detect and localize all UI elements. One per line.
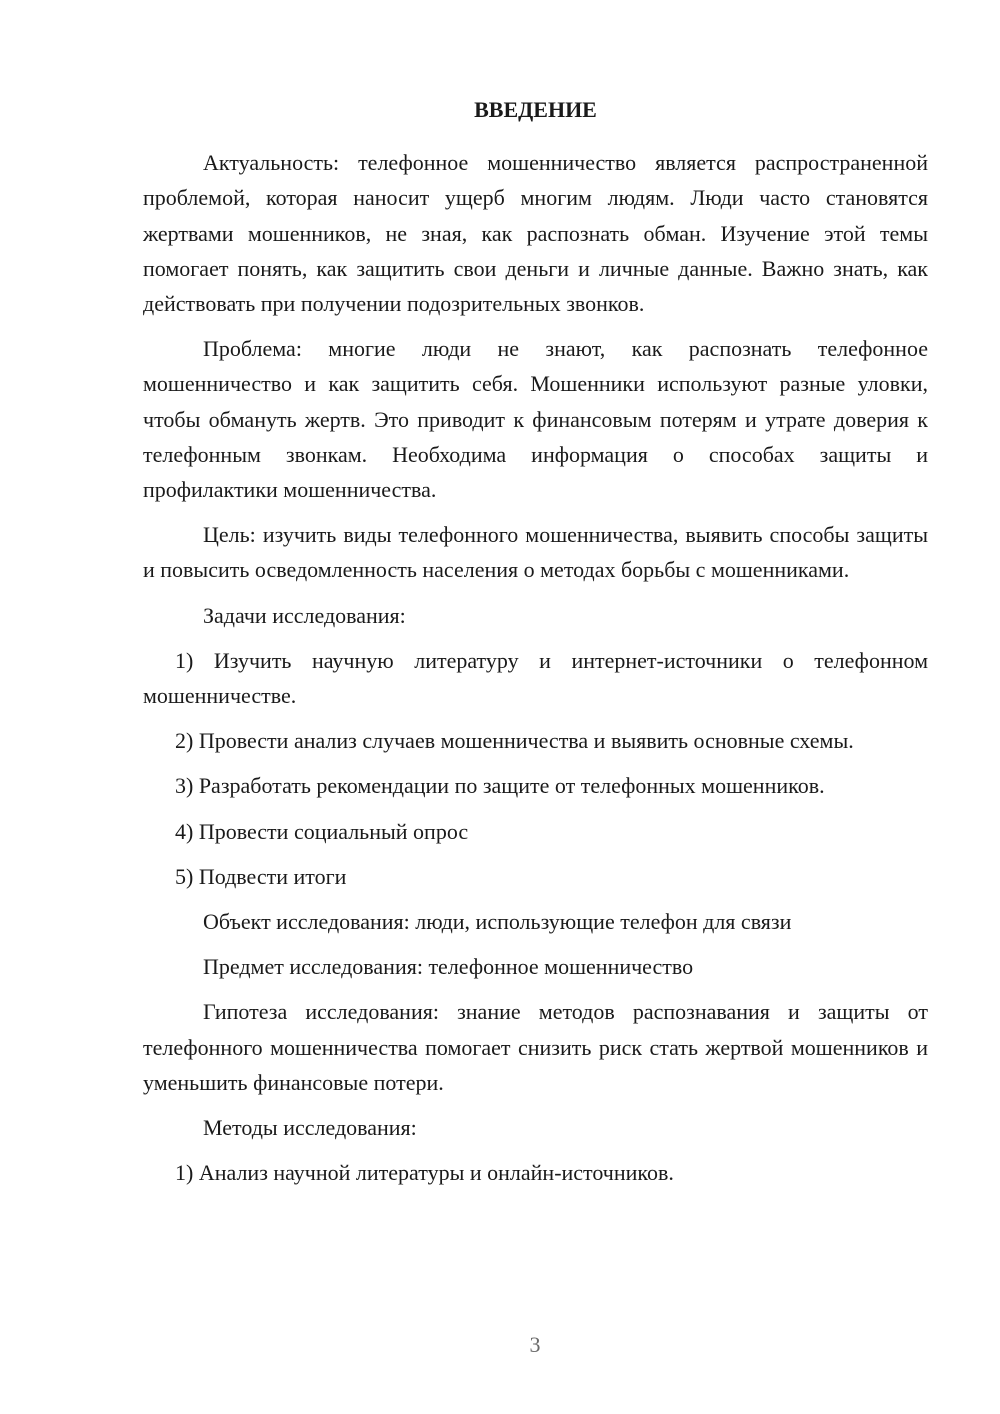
task-item-2: 2) Провести анализ случаев мошенничества и выявить основные схемы. bbox=[175, 728, 854, 754]
relevance-paragraph: Актуальность: телефонное мошенничество является распространенной проблемой, которая наносит ущерб многим людям. Люди часто становятся жертвами мошенников, не зная, как распознать обман. Изучение этой темы помогает понять, как защитить свои деньги и личные данные. Важно знать, как действовать при получении подозрительных звонков. bbox=[143, 150, 928, 317]
problem-paragraph: Проблема: многие люди не знают, как распознать телефонное мошенничество и как защитить себя. Мошенники используют разные уловки, чтобы обмануть жертв. Это приводит к финансовым потерям и утрате доверия к телефонным звонкам. Необходима информация о способах защиты и профилактики мошенничества. bbox=[143, 336, 928, 503]
section-title: ВВЕДЕНИЕ bbox=[474, 97, 597, 122]
subject-line: Предмет исследования: телефонное мошенничество bbox=[203, 954, 694, 980]
tasks-heading: Задачи исследования: bbox=[203, 602, 406, 628]
task-item-1: 1) Изучить научную литературу и интернет-источники о телефонном мошенничестве. bbox=[143, 647, 928, 709]
page-number: 3 bbox=[529, 1332, 541, 1357]
goal-paragraph: Цель: изучить виды телефонного мошенничества, выявить способы защиты и повысить осведомленность населения о методах борьбы с мошенниками. bbox=[143, 522, 928, 583]
page-content bbox=[143, 92, 928, 1200]
method-item-1: 1) Анализ научной литературы и онлайн-источников. bbox=[175, 1160, 674, 1186]
task-item-4: 4) Провести социальный опрос bbox=[175, 818, 469, 844]
task-item-3: 3) Разработать рекомендации по защите от телефонных мошенников. bbox=[175, 773, 825, 799]
methods-heading: Методы исследования: bbox=[203, 1115, 417, 1141]
task-item-5: 5) Подвести итоги bbox=[175, 863, 347, 889]
hypothesis-paragraph: Гипотеза исследования: знание методов распознавания и защиты от телефонного мошенничества помогает снизить риск стать жертвой мошенников и уменьшить финансовые потери. bbox=[143, 999, 928, 1095]
object-line: Объект исследования: люди, использующие телефон для связи bbox=[203, 909, 792, 935]
